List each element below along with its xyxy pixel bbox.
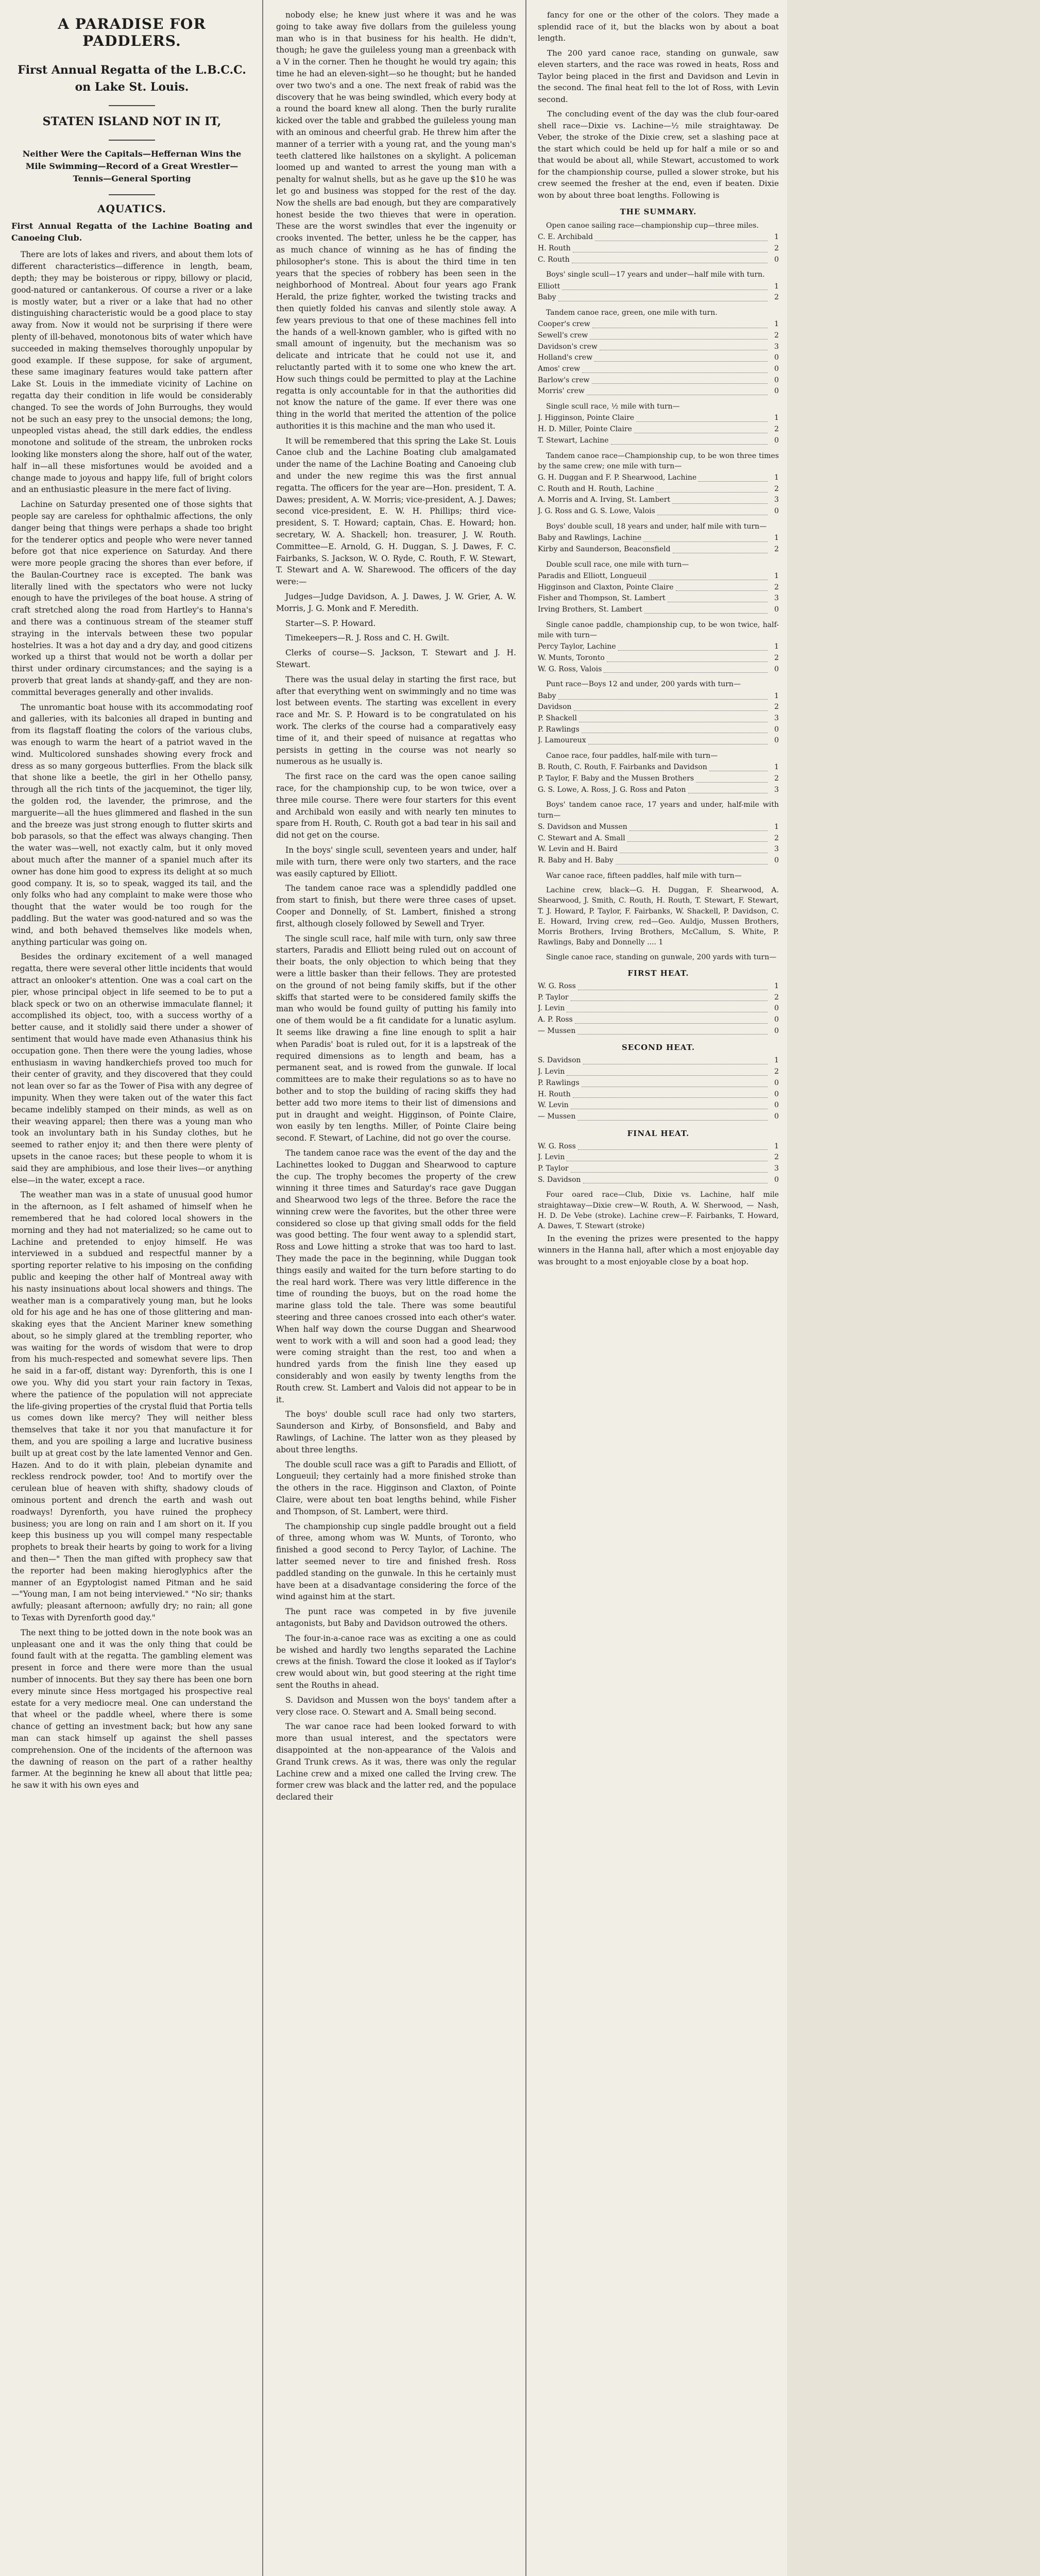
result-name: J. G. Ross and G. S. Lowe, Valois — [538, 507, 655, 516]
result-name: W. G. Ross — [538, 982, 576, 991]
result-name: P. Taylor — [538, 993, 569, 1002]
leader-dots — [582, 1078, 768, 1087]
article-paragraph: Clerks of course—S. Jackson, T. Stewart and J. H. Stewart. — [276, 648, 516, 670]
article-paragraph: The war canoe race had been looked forward to with more than usual interest, and the spectators were disappointed at the non-appearance of the Valois and Grand Trunk crews. As it was, there was only the regular Lachine crew and a mixed one called the Irving crew. The former crew was black and the latter red, and the populace declared their — [276, 1722, 516, 1802]
article-paragraph: The next thing to be jotted down in the note book was an unpleasant one and it was the only thing that could be found fault with at the regatta. The gambling element was present in force and there were more than the usual number of innocents. But they say there has been one born every minute since Hess mortgaged his prospective real estate for a very mediocre meal. One can understand the that wheel or the paddle wheel, where there is some chance of getting an investment back; but how any sane man can stack himself up against the shell passes comprehension. One of the incidents of the afternoon was the dawning of reason on the part of a rather healthy farmer. At the beginning he knew all about that little pea; he saw it with his own eyes and — [11, 1628, 252, 1790]
result-place: 0 — [774, 1026, 779, 1035]
result-place: 1 — [774, 473, 779, 482]
leader-dots — [634, 424, 768, 433]
article-paragraph: Judges—Judge Davidson, A. J. Dawes, J. W. Grier, A. W. Morris, J. G. Monk and F. Meredith. — [276, 592, 516, 613]
result-line — [538, 292, 779, 303]
result-line — [538, 1014, 779, 1026]
leader-dots — [572, 255, 768, 264]
result-line — [538, 571, 779, 582]
closing-paragraph: In the evening the prizes were presented to the happy winners in the Hanna hall, after which a most enjoyable day was brought to a most enjoyable close by a boat hop. — [538, 1233, 779, 1266]
leader-dots — [558, 691, 768, 700]
result-place: 2 — [774, 653, 779, 662]
result-place: 1 — [774, 691, 779, 700]
result-name: R. Baby and H. Baby — [538, 856, 613, 865]
leader-dots — [698, 472, 768, 482]
article-paragraph: fancy for one or the other of the colors. They made a splendid race of it, but the blacks won by about a boat length. — [538, 10, 779, 43]
result-place: 0 — [774, 1090, 779, 1098]
result-place: 0 — [774, 856, 779, 865]
event-results — [538, 571, 779, 616]
result-place: 0 — [774, 725, 779, 734]
result-place: 1 — [774, 534, 779, 543]
result-place: 0 — [774, 665, 779, 673]
result-line — [538, 413, 779, 424]
result-line — [538, 992, 779, 1004]
result-place: 0 — [774, 1004, 779, 1013]
result-line — [538, 544, 779, 555]
result-line — [538, 1055, 779, 1066]
leader-dots — [583, 1055, 768, 1064]
leader-dots — [595, 232, 768, 241]
leader-dots — [594, 352, 768, 362]
article-paragraph: Besides the ordinary excitement of a well managed regatta, there were several other little incidents that would attract an onlooker's attention. One was a coal cart on the pier, whose principal object in life seemed to be to put a black speck or two on an otherwise immaculate flannel; it accomplished its object, too, with a success worthy of a better cause, and it stolidly said there under a shower of sentiment that would have made even Athanasius think his occupation gone. Then there were the young ladies, whose enthusiasm in waving handkerchiefs proved too much for their center of gravity, and they discovered that they could not lean over so far as the Tower of Pisa with any degree of impunity. When they were taken out of the water this fact became indelibly stamped on their minds, as well as on their weaving apparel; then there was a young man who took an involuntary bath in his Sunday clothes, but he seemed to rather enjoy it; and then there were plenty of upsets in the canoe races; but these people to whom it is said they are amphibious, and lose their lives—or anything else—in the water, except a race. — [11, 952, 252, 1185]
leader-dots — [672, 495, 768, 504]
result-place: 0 — [774, 255, 779, 264]
result-place: 1 — [774, 982, 779, 991]
heat-title: FINAL HEAT. — [627, 1128, 690, 1138]
event-heading: Boys' single scull—17 years and under—half mile with turn. — [546, 270, 765, 279]
result-line — [538, 1111, 779, 1123]
article-paragraph: The championship cup single paddle brought out a field of three, among whom was W. Munts, of Toronto, who finished a good second to Percy Taylor, of Lachine. The latter seemed never to tire and finished fresh. Ross paddled standing on the gunwale. In this he certainly must have been at a disadvantage considering the force of the wind against him at the start. — [276, 1521, 516, 1602]
heat-results — [538, 1055, 779, 1122]
result-name: Percy Taylor, Lachine — [538, 642, 616, 651]
event-heading: Boys' double scull, 18 years and under, half mile with turn— — [546, 522, 767, 531]
result-name: P. Taylor — [538, 1164, 569, 1173]
result-place: 3 — [774, 342, 779, 351]
result-line — [538, 1066, 779, 1078]
result-name: W. Levin — [538, 1101, 569, 1110]
event-heading: Single canoe paddle, championship cup, to be won twice, half-mile with turn— — [538, 620, 779, 639]
article-paragraph: Starter—S. P. Howard. — [285, 618, 376, 628]
result-name: P. Shackell — [538, 714, 577, 722]
leader-dots — [629, 822, 768, 831]
result-name: — Mussen — [538, 1112, 576, 1121]
result-place: 1 — [774, 763, 779, 772]
result-place: 2 — [774, 425, 779, 434]
result-line — [538, 773, 779, 785]
event-heading: Tandem canoe race, green, one mile with turn. — [546, 309, 718, 317]
result-place: 0 — [774, 365, 779, 374]
leader-dots — [604, 664, 768, 673]
article-paragraph: Timekeepers—R. J. Ross and C. H. Gwilt. — [285, 633, 450, 643]
event-heading: Single scull race, ½ mile with turn— — [546, 402, 680, 411]
result-line — [538, 691, 779, 702]
event-heading: Punt race—Boys 12 and under, 200 yards with turn— — [546, 680, 741, 689]
heat-results — [538, 1141, 779, 1186]
result-place: 2 — [774, 545, 779, 553]
event-heading: Boys' tandem canoe race, 17 years and under, half-mile with turn— — [538, 801, 779, 820]
result-place: 2 — [774, 331, 779, 340]
result-name: Amos' crew — [538, 365, 581, 374]
result-place: 2 — [774, 484, 779, 493]
result-name: J. Levin — [538, 1067, 565, 1076]
result-place: 2 — [774, 293, 779, 302]
event-heading: War canoe race, fifteen paddles, half mile with turn— — [546, 871, 742, 880]
result-line — [538, 281, 779, 293]
article-paragraph: The tandem canoe race was the event of the day and the Lachinettes looked to Duggan and Shearwood to capture the cup. The trophy becomes the property of the crew winning it three times and Saturday's race gave Duggan and Shearwood two legs of the three. Before the race the winning crew were the favorites, but the other three were considered so close up that giving small odds for the field was good betting. The four went away to a splendid start, Ross and Lowe hitting a stroke that was too hard to last. They made the pace in the beginning, while Duggan took things easily and waited for the turn before starting to do the real hard work. There was very little difference in the time of rounding the buoys, but on the road home the marine glass told the tale. There was some beautiful steering and three canoes crossed into each other's water. When half way down the course Duggan and Shearwood went to work with a will and soon had a good lead; they were coming straight than the rest, too and when a hundred yards from the finish line they eased up considerably and won easily by twenty lengths from the Routh crew. St. Lambert and Valois did not appear to be in it. — [276, 1148, 516, 1404]
result-line — [538, 386, 779, 397]
leader-dots — [577, 1026, 768, 1035]
result-line — [538, 653, 779, 664]
result-line — [538, 1089, 779, 1100]
result-line — [538, 1141, 779, 1153]
leader-dots — [579, 713, 768, 722]
leader-dots — [588, 735, 768, 744]
leader-dots — [575, 1014, 768, 1024]
leader-dots — [587, 386, 768, 395]
result-line — [538, 844, 779, 855]
result-name: Morris' crew — [538, 387, 585, 396]
result-name: W. Munts, Toronto — [538, 653, 605, 662]
article-paragraph: It will be remembered that this spring the Lake St. Louis Canoe club and the Lachine Boating club amalgamated under the name of the Lachine Boating and Canoeing club and under the new regime this was the first annual regatta. The officers for the year are—Hon. president, T. A. Dawes; president, A. W. Morris; vice-president, A. J. Dawes; second vice-president, E. W. H. Phillips; third vice-president, S. T. Howard; captain, Chas. E. Howard; hon. secretary, W. A. Shackell; hon. treasurer, J. W. Routh. Committee—E. Arnold, G. H. Duggan, S. J. Dawes, F. C. Fairbanks, S. Jackson, W. O. Ryde, C. Routh, F. W. Stewart, T. Stewart and A. W. Sharewood. The officers of the day were:— — [276, 436, 516, 587]
result-line — [538, 1026, 779, 1037]
result-line — [538, 1100, 779, 1111]
result-place: 1 — [774, 282, 779, 291]
result-name: Higginson and Claxton, Pointe Claire — [538, 583, 674, 591]
leader-dots — [592, 375, 768, 384]
result-line — [538, 582, 779, 594]
result-place: 0 — [774, 1101, 779, 1110]
result-place: 2 — [774, 244, 779, 252]
leader-dots — [582, 724, 768, 734]
result-line — [538, 243, 779, 255]
result-name: T. Stewart, Lachine — [538, 436, 609, 445]
result-place: 3 — [774, 714, 779, 722]
leader-dots — [643, 533, 768, 542]
divider — [109, 105, 155, 106]
event-results — [538, 319, 779, 397]
leader-dots — [616, 855, 768, 865]
result-line — [538, 724, 779, 736]
result-name: Irving Brothers, St. Lambert — [538, 605, 642, 614]
result-line — [538, 822, 779, 833]
leader-dots — [582, 364, 768, 373]
leader-dots — [571, 1100, 768, 1109]
result-name: P. Rawlings — [538, 1078, 579, 1087]
result-place: 0 — [774, 736, 779, 745]
result-place: 0 — [774, 1078, 779, 1087]
leader-dots — [611, 435, 768, 445]
result-place: 2 — [774, 1153, 779, 1162]
result-name: Holland's crew — [538, 353, 593, 362]
result-name: C. Routh — [538, 255, 570, 264]
divider — [109, 140, 155, 141]
result-line — [538, 713, 779, 724]
result-place: 2 — [774, 1067, 779, 1076]
result-name: Barlow's crew — [538, 376, 590, 384]
result-line — [538, 981, 779, 992]
article-paragraph: The four-in-a-canoe race was as exciting a one as could be wished and hardly two lengths separated the Lachine crews at the finish. Toward the close it looked as if Taylor's crew would about win, but good steering at the right time sent the Rouths in ahead. — [276, 1633, 516, 1690]
event-results — [538, 472, 779, 517]
event-results — [538, 533, 779, 555]
divider — [109, 194, 155, 195]
leader-dots — [578, 1141, 768, 1150]
leader-dots — [600, 342, 768, 351]
subhead-staten-island: STATEN ISLAND NOT IN IT, — [42, 115, 221, 128]
result-name: W. G. Ross — [538, 1142, 576, 1150]
leader-dots — [636, 413, 768, 422]
result-line — [538, 735, 779, 747]
headline: A PARADISE FOR PADDLERS. — [58, 15, 206, 49]
result-name: A. P. Ross — [538, 1015, 573, 1024]
leader-dots — [649, 571, 768, 580]
event-results — [538, 762, 779, 795]
final-event: Four oared race—Club, Dixie vs. Lachine, half mile straightaway—Dixie crew—W. Routh, A. W. Sherwood, — Nash, H. D. De Vebe (stroke). Lachine crew—F. Fairbanks, T. Howard, A. Dawes, T. Stewart (stroke) — [538, 1191, 779, 1231]
result-line — [538, 533, 779, 544]
result-name: W. Levin and H. Baird — [538, 845, 618, 854]
result-line — [538, 785, 779, 796]
article-paragraph: The 200 yard canoe race, standing on gunwale, saw eleven starters, and the race was rowed in heats, Ross and Taylor being placed in the first and Davidson and Levin in the second. The final heat fell to the lot of Ross, with Levin second. — [538, 48, 779, 104]
article-paragraph: Lachine on Saturday presented one of those sights that people say are careless for ophthalmic affections, the only danger being that things were perhaps a shade too bright for the tenderer optics and people who were never tanned before got that nice experience on Saturday. And there were more people gracing the shores than ever before, if the Baulan-Courtney race is excepted. The bank was literally lined with the spectators who were not lucky enough to have the privileges of the boat house. A string of craft stretched along the road from Hartley's to Hanna's and there was a continuous stream of the steamer stuff straying in the intervals between these two popular hostelries. It was a hot day and a dry day, and good citizens worked up a thirst that would not be worth a dollar per thirst under ordinary circumstances; and the saying is a proverb that great lands at shandy-gaff, and they are non-committal beverages generally and other invalids. — [11, 500, 252, 697]
result-name: — Mussen — [538, 1026, 576, 1035]
result-place: 0 — [774, 353, 779, 362]
result-line — [538, 1175, 779, 1186]
result-name: Elliott — [538, 282, 560, 291]
leader-dots — [657, 506, 768, 515]
result-name: Davidson's crew — [538, 342, 598, 351]
leader-dots — [562, 281, 768, 291]
result-place: 2 — [774, 993, 779, 1002]
summary-results — [538, 221, 779, 962]
result-place: 1 — [774, 233, 779, 242]
leader-dots — [567, 1003, 768, 1012]
leader-dots — [573, 1089, 768, 1098]
result-name: Davidson — [538, 703, 572, 711]
result-name: J. Levin — [538, 1004, 565, 1013]
article-paragraph: The punt race was competed in by five juvenile antagonists, but Baby and Davidson outrowed the others. — [276, 1607, 516, 1628]
event-heading: Tandem canoe race—Championship cup, to be won three times by the same crew; one mile with turn— — [538, 451, 779, 470]
article-paragraph: The weather man was in a state of unusual good humor in the afternoon, as I felt ashamed of himself when he remembered that he had colored local showers in the morning and they had not materialized; so he came out to Lachine and pretended to enjoy himself. He was interviewed in a subdued and respectful manner by a sporting reporter relative to his imposing on the confiding public and keeping the other half of Montreal away with his nasty insinuations about local showers and things. The weather man is a comparatively young man, but he looks old for his age and he has one of those glittering and man-skaking eyes that the Ancient Mariner knew something about, so he simply glared at the trembling reporter, who was waiting for the words of wisdom that were to drop from his much-respected and somewhat severe lips. Then he said in a far-off, distant way: Dyrenforth, this is one I owe you. Why did you start your rain factory in Texas, where the patience of the population will not appreciate the life-giving properties of the crystal fluid that Portia tells us comes down like mercy? They will neither bless themselves that take it nor you that manufacture it for them, and you are spoiling a large and lucrative business built up at great cost by the late lamented Vennor and Gen. Hazen. And to do it with plain, plebeian dynamite and reckless rendrock powder, too! And to mortify over the cerulean blue of heaven with shifty, shadowy clouds of ominous portent and drench the earth and wash out roadways! Dyrenforth, you have ruined the prophecy business; you are long on rain and I am short on it. If you keep this business up you will compel many respectable prophets to break their hearts by going to work for a living and then—" Then the man gifted with prophecy saw that the reporter had been making hieroglyphics after the manner of an Egyptologist named Pitman and he said—"Young man, I am not being interviewed." "No sir; thanks awfully; pleasant afternoon; awfully dry; no rain; all gone to Texas with Dyrenforth good day." — [11, 1190, 252, 1623]
article-paragraph: The tandem canoe race was a splendidly paddled one from start to finish, but there were three cases of upset. Cooper and Donnelly, of St. Lambert, finished a strong first, although closely followed by Sewell and Tryer. — [276, 884, 516, 928]
article-paragraph: There are lots of lakes and rivers, and about them lots of different characteristics—difference in length, beam, depth; they may be boisterous or rippy, billowy or placid, good-natured or cantankerous. Of course a river or a lake is mostly water, but a river or a lake that had no other distinguishing characteristic would be a good place to stay away from. Now it would not be surprising if there were plenty of ill-behaved, monotonous bits of water which have succeeded in making themselves thoroughly unpopular by good example. If these suppose, for sake of argument, these same imaginary features would take pattern after Lake St. Louis in the immediate vicinity of Lachine on regatta day their condition in life would be considerably changed. To see the words of John Burroughs, they would not be such an easy prey to the unsocial demons; the long, unpeopled vistas ahead, the still dark eddies, the endless monotone and solitude of the stream, the unbroken rocks looking like monsters along the shore, half out of the water, half in—all these misfortunes would be avoided and a change made to joyous and happy life, full of bright colors and an enthusiastic pleasure in the mere fact of living. — [11, 250, 252, 495]
event-results — [538, 413, 779, 446]
leader-dots — [567, 1152, 768, 1161]
result-line — [538, 664, 779, 675]
event-heading: Canoe race, four paddles, half-mile with turn— — [546, 751, 718, 760]
result-line — [538, 762, 779, 773]
result-line — [538, 1163, 779, 1175]
event-heading: Open canoe sailing race—championship cup—three miles. — [546, 222, 759, 230]
result-line — [538, 506, 779, 517]
result-name: G. S. Lowe, A. Ross, J. G. Ross and Paton — [538, 785, 686, 794]
leader-dots — [571, 992, 768, 1002]
result-name: Sewell's crew — [538, 331, 588, 340]
article-paragraph: S. Davidson and Mussen won the boys' tandem after a very close race. O. Stewart and A. Small being second. — [276, 1695, 516, 1717]
result-place: 3 — [774, 594, 779, 603]
result-name: W. G. Ross, Valois — [538, 665, 602, 673]
event-results — [538, 232, 779, 265]
section-title: AQUATICS. — [97, 202, 167, 215]
result-place: 3 — [774, 496, 779, 504]
leader-dots — [577, 1111, 768, 1121]
leader-dots — [592, 319, 768, 328]
deck: Neither Were the Capitals—Heffernan Wins the Mile Swimming—Record of a Great Wrestler—Tennis—General Sporting — [22, 149, 242, 183]
result-place: 2 — [774, 703, 779, 711]
article-paragraph: In the boys' single scull, seventeen years and under, half mile with turn, there were only two starters, and the race was easily captured by Elliott. — [276, 845, 516, 878]
result-name: C. Routh and H. Routh, Lachine — [538, 484, 654, 493]
result-line — [538, 364, 779, 375]
result-name: C. Stewart and A. Small — [538, 834, 625, 842]
result-place: 0 — [774, 1112, 779, 1121]
leader-dots — [571, 1163, 768, 1173]
result-name: S. Davidson and Mussen — [538, 822, 627, 831]
leader-dots — [709, 762, 768, 771]
result-line — [538, 604, 779, 616]
article-paragraph: The unromantic boat house with its accommodating roof and galleries, with its balconies all draped in bunting and from its flagstaff floating the colors of the various clubs, was enough to warm the heart of a patriot waved in the wind. Multicolored sunshades showing every frock and dress as so many gorgeous butterflies. From the black silk that shone like a beetle, the girl in her Othello pansy, through all the rich tints of the jacqueminot, the tiger lily, the golden rod, the lavender, the primrose, and the marguerite—all the hues glimmered and flashed in the sun and the breeze was just strong enough to flutter skirts and bob parasols, so that the effect was always changing. Then the water was—well, not exactly calm, but it only moved about much after the manner of a spaniel much after its owner has done him good to express its delight at so much good company. It is, so to speak, wagged its tail, and the only folks who had any complaint to make were those who thought that the water would be too rough for the paddling. But the water was good-natured and so was the wind, and both behaved themselves like models when, anything particular was going on. — [11, 702, 252, 947]
result-name: S. Davidson — [538, 1056, 581, 1065]
result-line — [538, 330, 779, 342]
leader-dots — [607, 653, 768, 662]
leader-dots — [578, 981, 768, 990]
leader-dots — [567, 1066, 768, 1076]
result-place: 3 — [774, 845, 779, 854]
result-line — [538, 702, 779, 713]
result-place: 2 — [774, 774, 779, 783]
leader-dots — [696, 773, 768, 783]
result-line — [538, 232, 779, 243]
result-place: 1 — [774, 642, 779, 651]
result-place: 2 — [774, 583, 779, 591]
result-line — [538, 593, 779, 604]
article-paragraph: The concluding event of the day was the club four-oared shell race—Dixie vs. Lachine—½ mile straightaway. De Veber, the stroke of the Dixie crew, set a slashing pace at the start which could be held up for half a mile or so and that would be about all, while Stewart, accustomed to work for the championship course, pulled a slower stroke, but his crew seemed the fresher at the end, even if beaten. Dixie won by about three boat lengths. Following is — [538, 109, 779, 200]
result-place: 1 — [774, 1142, 779, 1150]
result-name: P. Taylor, F. Baby and the Mussen Brothers — [538, 774, 694, 783]
result-crew-list: Lachine crew, black—G. H. Duggan, F. Shearwood, A. Shearwood, J. Smith, C. Routh, H. Routh, T. Stewart, F. Stewart, T. J. Howard, P. Taylor, F. Fairbanks, W. Shackell, P. Davidson, C. E. Howard, Irving crew, red—Geo. Auldjo, Mussen Brothers, Morris Brothers, Irving Brothers, McCallum, S. White, P. Rawlings, Baby and Donnelly .... 1 — [538, 886, 779, 947]
result-line — [538, 1003, 779, 1014]
result-name: J. Lamoureux — [538, 736, 586, 745]
result-line — [538, 1078, 779, 1089]
result-line — [538, 1152, 779, 1163]
result-line — [538, 484, 779, 495]
heat-results — [538, 981, 779, 1037]
result-place: 3 — [774, 1164, 779, 1173]
result-place: 1 — [774, 822, 779, 831]
article-paragraph: nobody else; he knew just where it was and he was going to take away five dollars from the guileless young man who is in that business for his health. He didn't, though; he gave the guileless young man a greenback with a V in the corner. Then he thought he would try again; this time he had an eleven-sight—so he thought; but he handed over two two's and a one. The next freak of rabid was the discovery that he was being swindled, which every body at a round the board knew all along. Then the burly ruralite kicked over the table and grabbed the guileless young man with an ominous and cheerful grab. He threw him after the manner of a terrier with a young rat, and the young man's teeth clattered like hailstones on a skylight. A policeman loomed up and wanted to arrest the young man with a penalty for walnut shells, but as he gave up the $10 he was let go and business was stopped for the rest of the day. Now the shells are bad enough, but they are comparatively honest beside the two thieves that were in operation. These are the worst swindles that ever the ingenuity or crooks invented. The better, unless he be the capper, has as much chance of winning as he has of finding the philosopher's stone. This is about the third time in ten years that the species of robbery has been seen in the neighborhood of Montreal. About four years ago Frank Herald, the prize fighter, worked the twisting tracks and then quietly folded his canvas and silently stole away. A few years previous to that one of these machines fell into the hands of a well-known gambler, who is gifted with no small amount of ingenuity, but the mechanism was so delicate and intricate that he could not use it, and reluctantly parted with it to some one who knew the art. How such things could be permitted to play at the Lachine regatta is only accountable for in that the authorities did not know the nature of the game. If ever there was one thing in the world that merited the attention of the police authorities it is this machine and the man who used it. — [276, 10, 516, 431]
result-name: G. H. Duggan and F. P. Shearwood, Lachine — [538, 473, 697, 482]
result-place: 0 — [774, 1015, 779, 1024]
result-line — [538, 833, 779, 844]
result-line — [538, 319, 779, 330]
column-3 — [526, 0, 787, 2576]
result-line — [538, 352, 779, 364]
leader-dots — [620, 844, 768, 853]
result-name: A. Morris and A. Irving, St. Lambert — [538, 496, 671, 504]
result-name: H. Routh — [538, 244, 571, 252]
result-name: C. E. Archibald — [538, 233, 593, 242]
event-heading: Single canoe race, standing on gunwale, 200 yards with turn— — [546, 953, 777, 961]
leader-dots — [583, 1175, 768, 1184]
result-place: 0 — [774, 436, 779, 445]
result-line — [538, 641, 779, 653]
result-place: 0 — [774, 605, 779, 614]
result-place: 0 — [774, 1175, 779, 1184]
lede: First Annual Regatta of the Lachine Boating and Canoeing Club. — [11, 221, 252, 243]
result-line — [538, 375, 779, 386]
result-place: 1 — [774, 320, 779, 329]
event-results — [538, 822, 779, 867]
leader-dots — [573, 243, 768, 252]
column-rule — [262, 0, 263, 2576]
result-name: S. Davidson — [538, 1175, 581, 1184]
result-name: J. Levin — [538, 1153, 565, 1162]
event-heading: Double scull race, one mile with turn— — [546, 560, 689, 569]
result-line — [538, 342, 779, 353]
result-line — [538, 424, 779, 435]
result-name: Paradis and Elliott, Longueuil — [538, 571, 647, 580]
result-name: H. Routh — [538, 1090, 571, 1098]
result-line — [538, 255, 779, 266]
leader-dots — [688, 785, 768, 794]
heat-title: SECOND HEAT. — [621, 1043, 695, 1053]
summary-title: THE SUMMARY. — [620, 207, 697, 216]
result-name: Baby and Rawlings, Lachine — [538, 534, 642, 543]
result-line — [538, 472, 779, 484]
result-place: 0 — [774, 387, 779, 396]
leader-dots — [676, 582, 768, 591]
result-place: 0 — [774, 507, 779, 516]
result-place: 1 — [774, 571, 779, 580]
subhead-regatta: First Annual Regatta of the L.B.C.C. on Lake St. Louis. — [18, 63, 246, 94]
leader-dots — [590, 330, 768, 340]
article-paragraph: The double scull race was a gift to Paradis and Elliott, of Longueuil; they certainly had a more finished stroke than the others in the race. Higginson and Claxton, of Pointe Claire, were about ten boat lengths behind, while Fisher and Thompson, of St. Lambert, were third. — [276, 1460, 516, 1516]
result-place: 1 — [774, 1056, 779, 1065]
result-place: 1 — [774, 414, 779, 422]
article-paragraph: The first race on the card was the open canoe sailing race, for the championship cup, to be won twice, over a three mile course. There were four starters for this event and Archibald won easily and with nearly ten minutes to spare from H. Routh, C. Routh got a bad tear in his sail and did not get on the course. — [276, 772, 516, 840]
article-paragraph: There was the usual delay in starting the first race, but after that everything went on swimmingly and no time was lost between events. The starting was excellent in every race and Mr. S. P. Howard is to be congratulated on his work. The clerks of the course had a comparatively easy time of it, and their speed of nuisance at regattas who persists in getting in the course was not nearly so numerous as he usually is. — [276, 674, 516, 767]
result-name: Baby — [538, 691, 556, 700]
leader-dots — [673, 544, 768, 553]
leader-dots — [656, 484, 768, 493]
leader-dots — [618, 641, 768, 651]
result-name: Fisher and Thompson, St. Lambert — [538, 594, 666, 603]
leader-dots — [668, 593, 768, 602]
result-line — [538, 855, 779, 867]
result-name: J. Higginson, Pointe Claire — [538, 414, 635, 422]
leader-dots — [574, 702, 768, 711]
event-results — [538, 885, 779, 948]
leader-dots — [558, 292, 768, 301]
result-name: B. Routh, C. Routh, F. Fairbanks and Davidson — [538, 763, 707, 772]
event-results — [538, 281, 779, 303]
result-line — [538, 495, 779, 506]
heat-title: FIRST HEAT. — [627, 969, 689, 978]
result-name: Cooper's crew — [538, 320, 590, 329]
leader-dots — [644, 604, 768, 614]
column-1 — [0, 0, 261, 2576]
result-place: 3 — [774, 785, 779, 794]
result-line — [538, 435, 779, 447]
event-results — [538, 691, 779, 747]
event-results — [538, 641, 779, 675]
result-place: 2 — [774, 834, 779, 842]
article-paragraph: The single scull race, half mile with turn, only saw three starters, Paradis and Elliott being ruled out on account of their boats, the only objection to which being that they were a little basker than their fellows. They are protested on the ground of not being family skiffs, but if the other skiffs that started were to be considered family skiffs the man who would be found guilty of putting his family into one of them would be a fit candidate for a lunatic asylum. It seems like drawing a fine line enough to split a hair when Paradis' boat is ruled out, for it is a lapstreak of the required dimensions as to length and beam, has a permanent seat, and is rowed from the gunwale. If local committees are to make their regulations so as to have no bother and to stop the building of racing skiffs they had better add two more items to their list of dimensions and put in draught and weight. Higginson, of Pointe Claire, won easily by ten lengths. Miller, of Pointe Claire being second. F. Stewart, of Lachine, did not go over the course. — [276, 934, 516, 1143]
column-2 — [265, 0, 524, 2576]
result-name: H. D. Miller, Pointe Claire — [538, 425, 632, 434]
result-place: 0 — [774, 376, 779, 384]
result-name: P. Rawlings — [538, 725, 579, 734]
article-paragraph: The boys' double scull race had only two starters, Saunderson and Kirby, of Bonsonsfield, and Baby and Rawlings, of Lachine. The latter won as they pleased by about three lengths. — [276, 1410, 516, 1454]
result-name: Kirby and Saunderson, Beaconsfield — [538, 545, 671, 553]
result-name: Baby — [538, 293, 556, 302]
leader-dots — [627, 833, 768, 842]
